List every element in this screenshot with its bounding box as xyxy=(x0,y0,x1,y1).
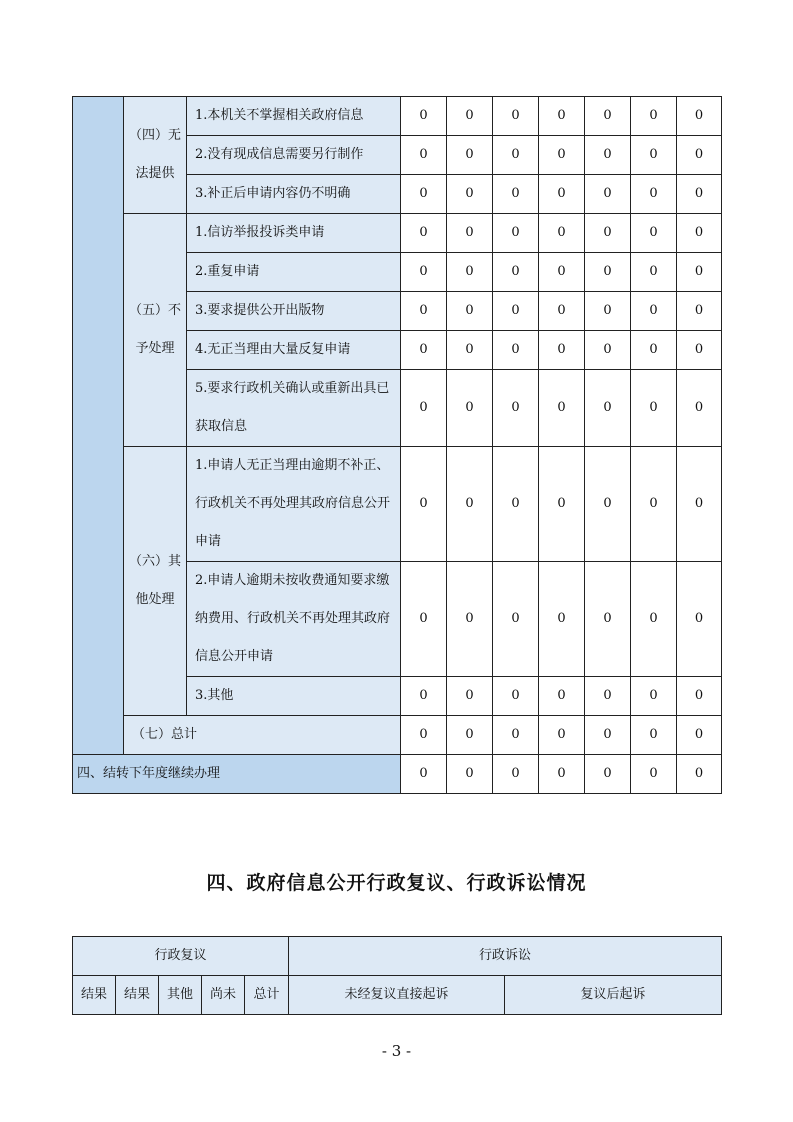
value-cell: 0 xyxy=(401,370,447,447)
row-label: 2.申请人逾期未按收费通知要求缴纳费用、行政机关不再处理其政府信息公开申请 xyxy=(187,562,401,677)
value-cell: 0 xyxy=(631,175,677,214)
value-cell: 0 xyxy=(585,253,631,292)
value-cell: 0 xyxy=(677,755,722,794)
carryover-row xyxy=(73,755,722,794)
value-cell: 0 xyxy=(401,677,447,716)
value-cell: 0 xyxy=(401,331,447,370)
value-cell: 0 xyxy=(447,755,493,794)
value-cell: 0 xyxy=(401,214,447,253)
review-litigation-table xyxy=(72,936,722,1015)
value-cell: 0 xyxy=(493,292,539,331)
section-title: 四、政府信息公开行政复议、行政诉讼情况 xyxy=(206,872,587,894)
review-col: 尚未 xyxy=(202,976,245,1015)
value-cell: 0 xyxy=(447,97,493,136)
value-cell: 0 xyxy=(631,562,677,677)
value-cell: 0 xyxy=(493,370,539,447)
row-label: 3.要求提供公开出版物 xyxy=(187,292,401,331)
total-row xyxy=(73,716,722,755)
value-cell: 0 xyxy=(401,97,447,136)
value-cell: 0 xyxy=(493,716,539,755)
value-cell: 0 xyxy=(447,253,493,292)
value-cell: 0 xyxy=(539,214,585,253)
row-label: 5.要求行政机关确认或重新出具已获取信息 xyxy=(187,370,401,447)
value-cell: 0 xyxy=(493,253,539,292)
review-col: 结果 xyxy=(116,976,159,1015)
value-cell: 0 xyxy=(677,331,722,370)
value-cell: 0 xyxy=(585,716,631,755)
value-cell: 0 xyxy=(539,447,585,562)
row-label: 1.申请人无正当理由逾期不补正、行政机关不再处理其政府信息公开申请 xyxy=(187,447,401,562)
table-row xyxy=(73,447,722,562)
value-cell: 0 xyxy=(539,292,585,331)
value-cell: 0 xyxy=(585,175,631,214)
value-cell: 0 xyxy=(447,292,493,331)
value-cell: 0 xyxy=(631,331,677,370)
value-cell: 0 xyxy=(585,97,631,136)
total-label: （七）总计 xyxy=(124,716,401,755)
review-col: 其他 xyxy=(159,976,202,1015)
value-cell: 0 xyxy=(447,175,493,214)
value-cell: 0 xyxy=(631,716,677,755)
litigation-col: 复议后起诉 xyxy=(505,976,722,1015)
value-cell: 0 xyxy=(539,175,585,214)
value-cell: 0 xyxy=(585,677,631,716)
value-cell: 0 xyxy=(585,447,631,562)
litigation-header: 行政诉讼 xyxy=(289,937,722,976)
value-cell: 0 xyxy=(493,97,539,136)
value-cell: 0 xyxy=(631,755,677,794)
value-cell: 0 xyxy=(401,716,447,755)
value-cell: 0 xyxy=(585,562,631,677)
value-cell: 0 xyxy=(677,253,722,292)
value-cell: 0 xyxy=(631,97,677,136)
value-cell: 0 xyxy=(677,214,722,253)
value-cell: 0 xyxy=(401,447,447,562)
value-cell: 0 xyxy=(539,562,585,677)
value-cell: 0 xyxy=(493,755,539,794)
value-cell: 0 xyxy=(447,214,493,253)
value-cell: 0 xyxy=(677,716,722,755)
group-label: （六）其 他处理 xyxy=(124,447,187,716)
value-cell: 0 xyxy=(585,136,631,175)
value-cell: 0 xyxy=(585,755,631,794)
value-cell: 0 xyxy=(493,677,539,716)
side-column xyxy=(73,97,124,755)
application-handling-table xyxy=(72,96,722,794)
value-cell: 0 xyxy=(401,292,447,331)
value-cell: 0 xyxy=(585,370,631,447)
value-cell: 0 xyxy=(631,370,677,447)
value-cell: 0 xyxy=(447,716,493,755)
table-row xyxy=(73,214,722,253)
value-cell: 0 xyxy=(631,136,677,175)
group-label: （五）不 予处理 xyxy=(124,214,187,447)
value-cell: 0 xyxy=(401,755,447,794)
value-cell: 0 xyxy=(493,447,539,562)
page-number: - 3 - xyxy=(381,1042,412,1060)
value-cell: 0 xyxy=(539,716,585,755)
value-cell: 0 xyxy=(677,175,722,214)
carryover-label: 四、结转下年度继续办理 xyxy=(73,755,401,794)
value-cell: 0 xyxy=(539,253,585,292)
value-cell: 0 xyxy=(631,447,677,562)
table-row xyxy=(73,97,722,136)
value-cell: 0 xyxy=(539,97,585,136)
value-cell: 0 xyxy=(585,214,631,253)
value-cell: 0 xyxy=(677,370,722,447)
value-cell: 0 xyxy=(677,677,722,716)
value-cell: 0 xyxy=(401,175,447,214)
value-cell: 0 xyxy=(447,562,493,677)
value-cell: 0 xyxy=(493,214,539,253)
value-cell: 0 xyxy=(539,136,585,175)
row-label: 2.重复申请 xyxy=(187,253,401,292)
row-label: 3.补正后申请内容仍不明确 xyxy=(187,175,401,214)
value-cell: 0 xyxy=(447,677,493,716)
value-cell: 0 xyxy=(493,331,539,370)
value-cell: 0 xyxy=(447,136,493,175)
value-cell: 0 xyxy=(401,562,447,677)
value-cell: 0 xyxy=(585,292,631,331)
value-cell: 0 xyxy=(585,331,631,370)
value-cell: 0 xyxy=(401,136,447,175)
row-label: 4.无正当理由大量反复申请 xyxy=(187,331,401,370)
value-cell: 0 xyxy=(447,331,493,370)
value-cell: 0 xyxy=(631,214,677,253)
review-col: 总计 xyxy=(245,976,289,1015)
value-cell: 0 xyxy=(677,447,722,562)
litigation-col: 未经复议直接起诉 xyxy=(289,976,505,1015)
row-label: 1.本机关不掌握相关政府信息 xyxy=(187,97,401,136)
value-cell: 0 xyxy=(447,447,493,562)
review-header: 行政复议 xyxy=(73,937,289,976)
value-cell: 0 xyxy=(493,136,539,175)
value-cell: 0 xyxy=(493,175,539,214)
value-cell: 0 xyxy=(631,292,677,331)
row-label: 1.信访举报投诉类申请 xyxy=(187,214,401,253)
value-cell: 0 xyxy=(539,677,585,716)
value-cell: 0 xyxy=(493,562,539,677)
value-cell: 0 xyxy=(677,292,722,331)
value-cell: 0 xyxy=(539,331,585,370)
value-cell: 0 xyxy=(631,677,677,716)
value-cell: 0 xyxy=(539,755,585,794)
value-cell: 0 xyxy=(539,370,585,447)
row-label: 2.没有现成信息需要另行制作 xyxy=(187,136,401,175)
value-cell: 0 xyxy=(401,253,447,292)
value-cell: 0 xyxy=(677,136,722,175)
value-cell: 0 xyxy=(677,562,722,677)
review-col: 结果 xyxy=(73,976,116,1015)
value-cell: 0 xyxy=(631,253,677,292)
row-label: 3.其他 xyxy=(187,677,401,716)
value-cell: 0 xyxy=(677,97,722,136)
group-label: （四）无 法提供 xyxy=(124,97,187,214)
value-cell: 0 xyxy=(447,370,493,447)
